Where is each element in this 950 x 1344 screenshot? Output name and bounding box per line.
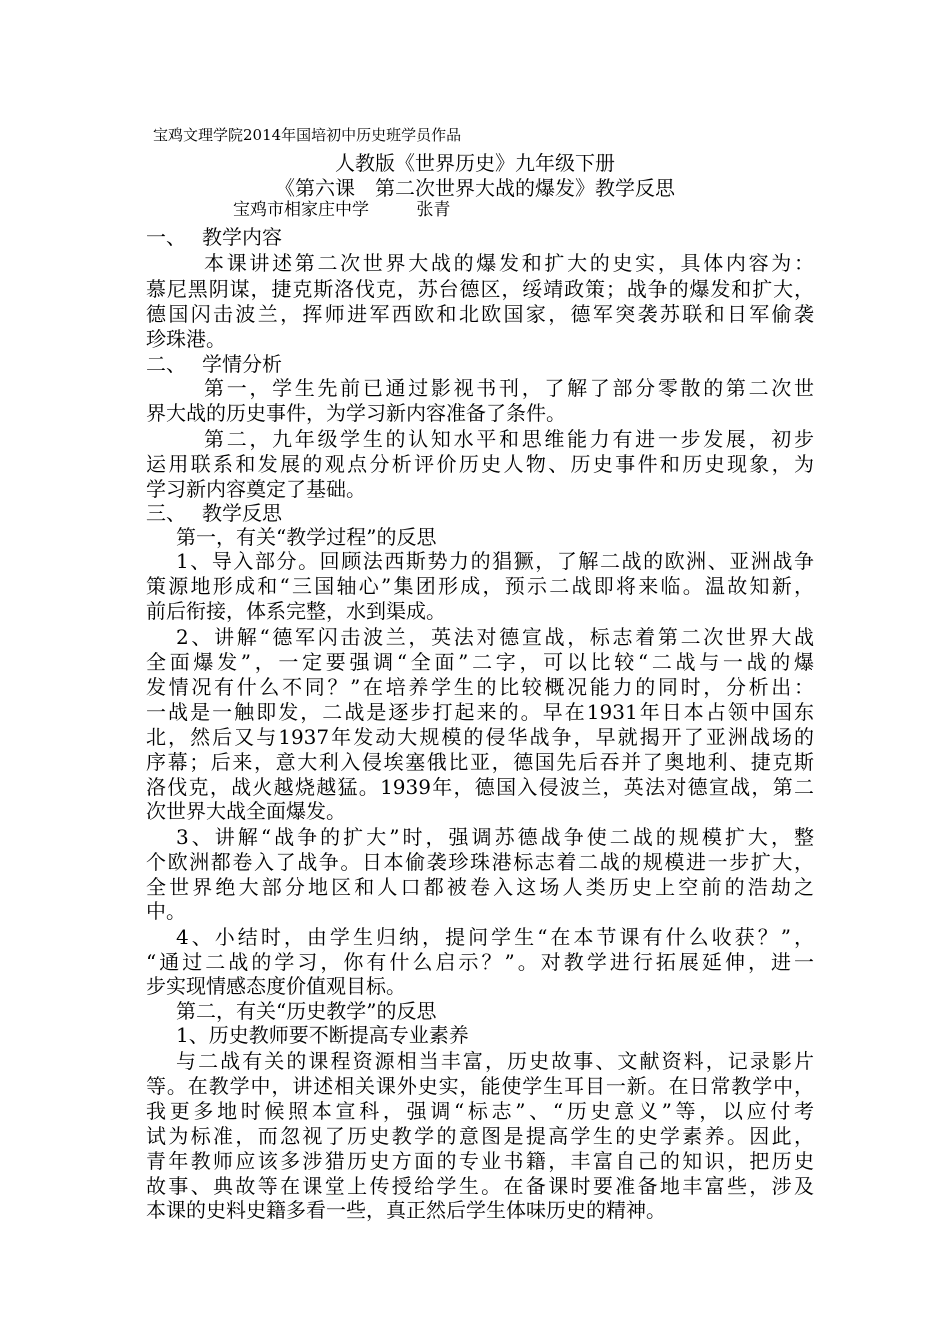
paragraph-line: 故事、典故等在课堂上传授给学生。在备课时要准备地丰富些，涉及: [146, 1174, 814, 1198]
paragraph-line: 北，然后又与1937年发动大规模的侵华战争，早就揭开了亚洲战场的: [146, 725, 814, 749]
paragraph-line: 青年教师应该多涉猎历史方面的专业书籍，丰富自己的知识，把历史: [146, 1149, 814, 1173]
subheading: 第一，有关“教学过程”的反思: [176, 525, 437, 549]
author-name: 张青: [416, 200, 451, 220]
paragraph-line: 试为标准，而忽视了历史教学的意图是提高学生的史学素养。因此，: [146, 1124, 814, 1148]
paragraph-line: 慕尼黑阴谋，捷克斯洛伐克，苏台德区，绥靖政策；战争的爆发和扩大，: [146, 277, 814, 301]
paragraph-line: 策源地形成和“三国轴心”集团形成，预示二战即将来临。温故知新，: [146, 574, 814, 598]
paragraph-line: 2、讲解“德军闪击波兰，英法对德宣战，标志着第二次世界大战: [176, 625, 814, 649]
paragraph-line: 前后衔接，体系完整，水到渠成。: [146, 599, 446, 623]
paragraph-line: 德国闪击波兰，挥师进军西欧和北欧国家，德军突袭苏联和日军偷袭: [146, 302, 814, 326]
paragraph-line: 发情况有什么不同？”在培养学生的比较概况能力的同时，分析出：: [146, 675, 814, 699]
paragraph-line: 4、小结时，由学生归纳，提问学生“在本节课有什么收获？”，: [176, 925, 814, 949]
paragraph-line: 等。在教学中，讲述相关课外史实，能使学生耳目一新。在日常教学中，: [146, 1074, 814, 1098]
document-title: 人教版《世界历史》九年级下册: [335, 151, 615, 175]
paragraph-line: 1、导入部分。回顾法西斯势力的猖獗，了解二战的欧洲、亚洲战争: [176, 549, 814, 573]
paragraph-line: 一战是一触即发，二战是逐步打起来的。早在1931年日本占领中国东: [146, 700, 814, 724]
paragraph-line: 学习新内容奠定了基础。: [146, 477, 366, 501]
paragraph-line: 界大战的历史事件，为学习新内容准备了条件。: [146, 401, 566, 425]
paragraph-line: 全面爆发”，一定要强调“全面”二字，可以比较“二战与一战的爆: [146, 650, 814, 674]
subheading: 1、历史教师要不断提高专业素养: [176, 1023, 469, 1047]
paragraph-line: 第一，学生先前已通过影视书刊，了解了部分零散的第二次世: [204, 376, 814, 400]
paragraph-line: 本课讲述第二次世界大战的爆发和扩大的史实，具体内容为：: [204, 251, 814, 275]
author-line: [233, 198, 450, 222]
section-title: 学情分析: [202, 352, 282, 376]
paragraph-line: 序幕；后来，意大利入侵埃塞俄比亚，德国先后吞并了奥地利、捷克斯: [146, 750, 814, 774]
paragraph-line: 本课的史料史籍多看一些，真正然后学生体味历史的精神。: [146, 1198, 666, 1222]
paragraph-line: 3、讲解“战争的扩大”时，强调苏德战争使二战的规模扩大，整: [176, 825, 814, 849]
paragraph-line: 运用联系和发展的观点分析评价历史人物、历史事件和历史现象，为: [146, 452, 814, 476]
section-heading: [146, 351, 814, 378]
paragraph-line: “通过二战的学习，你有什么启示？”。对教学进行拓展延伸，进一: [146, 950, 814, 974]
paragraph-line: 与二战有关的课程资源相当丰富，历史故事、文献资料，记录影片: [176, 1049, 814, 1073]
section-title: 教学反思: [202, 501, 282, 525]
section-heading: [146, 224, 814, 251]
paragraph-line: 个欧洲都卷入了战争。日本偷袭珍珠港标志着二战的规模进一步扩大，: [146, 850, 814, 874]
paragraph-line: 步实现情感态度价值观目标。: [146, 974, 406, 998]
paragraph-line: 全世界绝大部分地区和人口都被卷入这场人类历史上空前的浩劫之: [146, 875, 814, 899]
paragraph-line: 洛伐克，战火越烧越猛。1939年，德国入侵波兰，英法对德宣战，第二: [146, 775, 814, 799]
paragraph-line: 我更多地时候照本宣科，强调“标志”、“历史意义”等，以应付考: [146, 1099, 814, 1123]
paragraph-line: 第二，九年级学生的认知水平和思维能力有进一步发展，初步: [204, 427, 814, 451]
paragraph-line: 珍珠港。: [146, 327, 226, 351]
section-number: 三、: [146, 501, 186, 525]
document-header: 宝鸡文理学院2014年国培初中历史班学员作品: [153, 126, 462, 144]
section-heading: [146, 500, 814, 527]
author-school: 宝鸡市相家庄中学: [233, 200, 369, 220]
section-title: 教学内容: [202, 225, 282, 249]
paragraph-line: 中。: [146, 899, 186, 923]
paragraph-line: 次世界大战全面爆发。: [146, 799, 346, 823]
section-number: 二、: [146, 352, 186, 376]
document-subtitle: 《第六课 第二次世界大战的爆发》教学反思: [275, 176, 675, 200]
subheading: 第二，有关“历史教学”的反思: [176, 999, 437, 1023]
section-number: 一、: [146, 225, 186, 249]
